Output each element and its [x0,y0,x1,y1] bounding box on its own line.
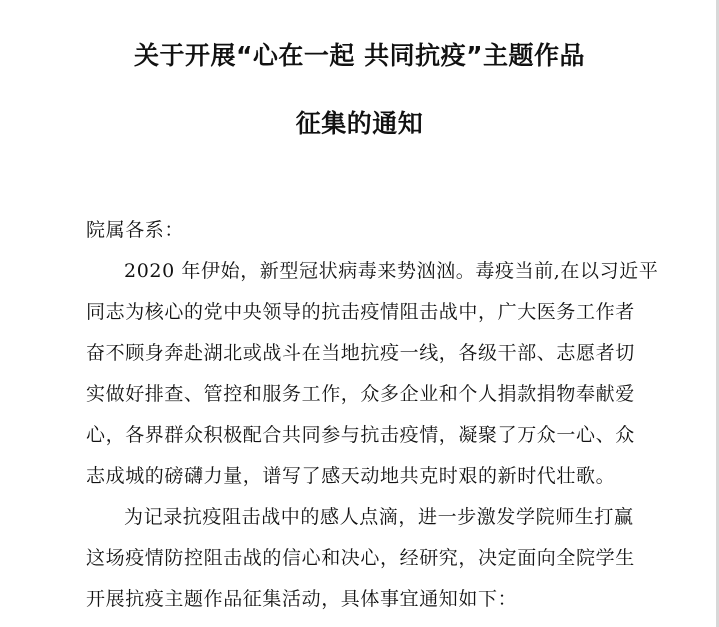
paragraph-1-line-4: 实做好排查、管控和服务工作，众多企业和个人捐款捐物奉献爱 [86,383,635,405]
paragraph-2-line-3: 开展抗疫主题作品征集活动，具体事宜通知如下： [86,588,518,610]
paragraph-1-line-5: 心，各界群众积极配合共同参与抗击疫情，凝聚了万众一心、众 [86,424,635,446]
paragraph-1-line-2: 同志为核心的党中央领导的抗击疫情阻击战中，广大医务工作者 [86,301,635,323]
paragraph-1-line-1: 2020 年伊始，新型冠状病毒来势汹汹。毒疫当前,在以习近平 [124,260,659,282]
salutation: 院属各系： [86,219,185,241]
paragraph-2-line-2: 这场疫情防控阻击战的信心和决心，经研究，决定面向全院学生 [86,547,635,569]
paragraph-1-line-6: 志成城的磅礴力量，谱写了感天动地共克时艰的新时代壮歌。 [86,465,616,487]
paragraph-1-line-3: 奋不顾身奔赴湖北或战斗在当地抗疫一线，各级干部、志愿者切 [86,342,635,364]
document-title-line-2: 征集的通知 [295,109,424,138]
paragraph-2-line-1: 为记录抗疫阻击战中的感人点滴，进一步激发学院师生打赢 [124,506,634,528]
document-title-line-1: 关于开展“心在一起 共同抗疫”主题作品 [133,41,586,70]
